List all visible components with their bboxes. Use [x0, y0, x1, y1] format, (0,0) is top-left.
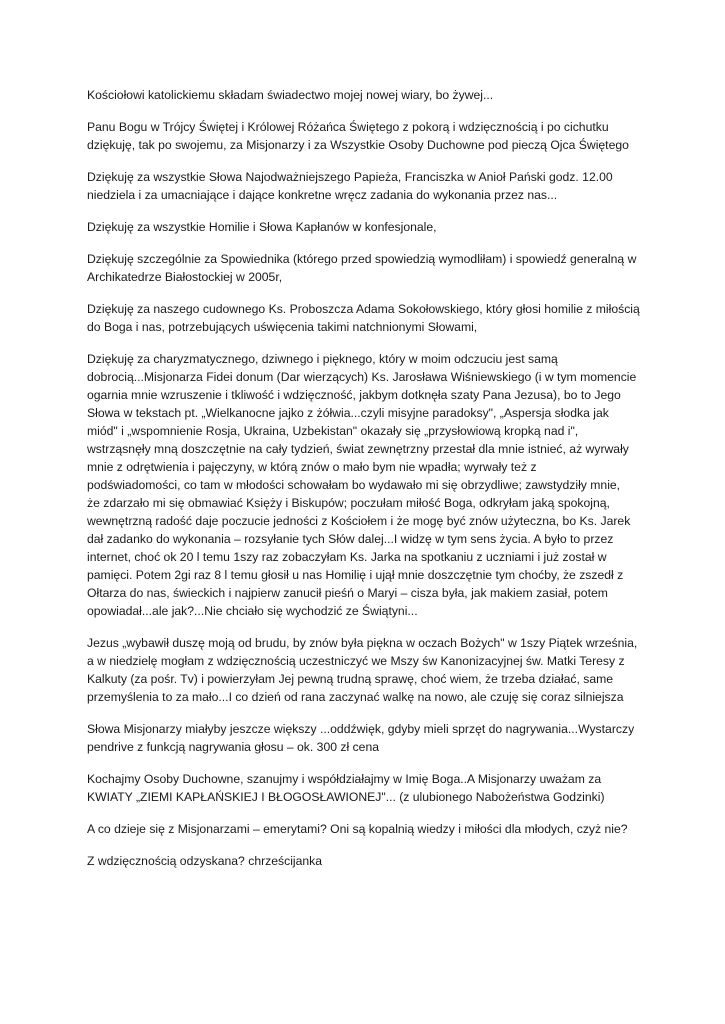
paragraph-10	[87, 770, 662, 806]
paragraph-6	[87, 300, 662, 336]
text-line: wewnętrzną radość daje poczucie jedności z Kościołem i że mogę być znów użyteczna, bo Ks. Jarek	[87, 514, 631, 528]
paragraph-1	[87, 86, 662, 104]
paragraph-9	[87, 720, 662, 756]
text-line: Dziękuję szczególnie za Spowiednika (którego przed spowiedzią wymodliłam) i spowiedź generalną w	[87, 252, 637, 266]
text-line: podświadomości, co tam w młodości schowałam bo wydawało mi się obrzydliwe; zawstydziły mnie,	[87, 478, 621, 492]
text-line: pendrive z funkcją nagrywania głosu – ok. 300 zł cena	[87, 740, 380, 754]
text-line: internet, choć ok 20 l temu 1szy raz zobaczyłam Ks. Jarka na spotkaniu z uczniami i już został w	[87, 550, 607, 564]
text-line: przemyślenia to za mało...I co dzień od rana zaczynać walkę na nowo, ale czuję się coraz silniejsza	[87, 690, 624, 704]
text-line: Ołtarza do nas, świeckich i najpierw zanucił pieśń o Maryi – cisza była, jak makiem zasiał, potem	[87, 586, 608, 600]
text-line: Z wdzięcznością odzyskana? chrześcijanka	[87, 854, 323, 868]
text-line: Dziękuję za wszystkie Homilie i Słowa Kapłanów w konfesjonale,	[87, 220, 437, 234]
paragraph-2	[87, 118, 662, 154]
text-line: Kościołowi katolickiemu składam świadectwo mojej nowej wiary, bo żywej...	[87, 88, 494, 102]
text-line: miód" i „wspomnienie Rosja, Ukraina, Uzbekistan" okazały się „przysłowiową kropką nad i",	[87, 424, 579, 438]
text-line: Panu Bogu w Trójcy Świętej i Królowej Różańca Świętego z pokorą i wdzięcznością i po cichutku	[87, 120, 609, 134]
text-line: dobrocią...Misjonarza Fidei donum (Dar wierzących) Ks. Jarosława Wiśniewskiego (i w tym momencie	[87, 370, 637, 384]
text-line: Dziękuję za naszego cudownego Ks. Proboszcza Adama Sokołowskiego, który głosi homilie z miłością	[87, 302, 640, 316]
text-line: Jezus „wybawił duszę moją od brudu, by znów była piękna w oczach Bożych" w 1szy Piątek września,	[87, 636, 638, 650]
text-line: opowiadał...ale jak?...Nie chciało się wychodzić ze Świątyni...	[87, 604, 418, 618]
text-line: A co dzieje się z Misjonarzami – emerytami? Oni są kopalnią wiedzy i miłości dla młodych, czyż nie?	[87, 822, 628, 836]
text-line: niedziela i za umacniające i dające konkretne wręcz zadania do wykonania przez nas...	[87, 188, 558, 202]
paragraph-3	[87, 168, 662, 204]
text-line: pamięci. Potem 2gi raz 8 l temu głosił u nas Homilię i ujął mnie doszczętnie tym choćby, że zszedł z	[87, 568, 624, 582]
text-line: Kochajmy Osoby Duchowne, szanujmy i współdziałajmy w Imię Boga..A Misjonarzy uważam za	[87, 772, 602, 786]
text-line: Dziękuję za charyzmatycznego, dziwnego i pięknego, który w moim odczuciu jest samą	[87, 352, 558, 366]
document-body	[87, 86, 662, 884]
text-line: Słowa w tekstach pt. „Wielkanocne jajko z żółwia...czyli misyjne paradoksy", „Aspersja słodka jak	[87, 406, 609, 420]
paragraph-8	[87, 634, 662, 706]
text-line: ogarnia mnie wzruszenie i tkliwość i wdzięczność, jakbym dotknęła szaty Pana Jezusa), bo to Jego	[87, 388, 621, 402]
text-line: KWIATY „ZIEMI KAPŁAŃSKIEJ I BŁOGOSŁAWIONEJ"... (z ulubionego Nabożeństwa Godzinki)	[87, 790, 605, 804]
text-line: Słowa Misjonarzy miałyby jeszcze większy ...oddźwięk, gdyby mieli sprzęt do nagrywania...Wystarczy	[87, 722, 635, 736]
paragraph-4	[87, 218, 662, 236]
text-line: do Boga i nas, potrzebujących uświęcenia takimi natchnionymi Słowami,	[87, 320, 478, 334]
text-line: wstrząsnęły mną doszczętnie na cały tydzień, świat zewnętrzny przestał dla mnie istnieć, aż wyrwały	[87, 442, 629, 456]
text-line: Archikatedrze Białostockiej w 2005r,	[87, 270, 283, 284]
text-line: a w niedzielę mogłam z wdzięcznością uczestniczyć we Mszy św Kanonizacyjnej św. Matki Teresy z	[87, 654, 625, 668]
paragraph-7	[87, 350, 662, 620]
paragraph-5	[87, 250, 662, 286]
text-line: dał zadanko do wykonania – rozsyłanie tych Słów dalej...I widzę w tym sens życia. A było to przez	[87, 532, 614, 546]
text-line: mnie z odrętwienia i pajęczyny, w którą znów o mało bym nie wpadła; wyrwały też z	[87, 460, 537, 474]
signature-line	[87, 852, 662, 870]
text-line: Kalkuty (za pośr. Tv) i powierzyłam Jej pewną trudną sprawę, choć wiem, że trzeba działać, same	[87, 672, 614, 686]
paragraph-11	[87, 820, 662, 838]
text-line: że zdarzało mi się obmawiać Księży i Biskupów; poczułam miłość Boga, odkryłam jaką spokojną,	[87, 496, 610, 510]
text-line: dziękuję, tak po swojemu, za Misjonarzy i za Wszystkie Osoby Duchowne pod pieczą Ojca Świętego	[87, 138, 629, 152]
text-line: Dziękuję za wszystkie Słowa Najodważniejszego Papieża, Franciszka w Anioł Pański godz. 12.00	[87, 170, 613, 184]
